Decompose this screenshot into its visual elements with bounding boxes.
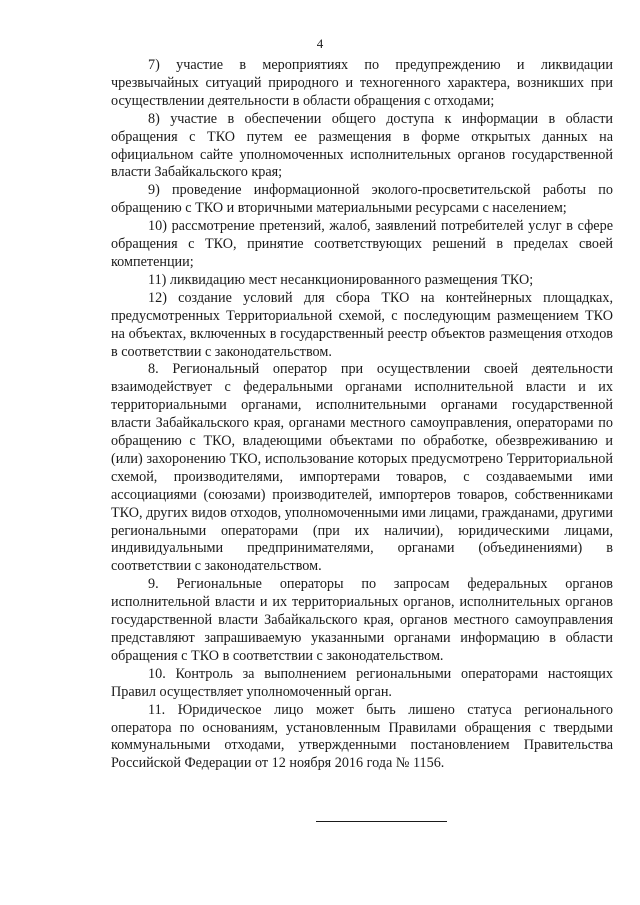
- list-item-11: 11) ликвидацию мест несанкционированного размещения ТКО;: [148, 271, 534, 288]
- document-body: [111, 57, 613, 773]
- list-item-9: 9) проведение информационной эколого-просветительской работы по обращению с ТКО и вторичными материальными ресурсами с населением;: [111, 182, 613, 217]
- list-item-7: 7) участие в мероприятиях по предупреждению и ликвидации чрезвычайных ситуаций природного и техногенного характера, возникших при осуществлении деятельности в области обращения с отходами;: [111, 57, 613, 109]
- page-number: 4: [316, 36, 324, 51]
- list-item-10: 10) рассмотрение претензий, жалоб, заявлений потребителей услуг в сфере обращения с ТКО, принятие соответствующих решений в пределах своей компетенции;: [111, 218, 613, 270]
- section-10-paragraph: 10. Контроль за выполнением региональными операторами настоящих Правил осуществляет уполномоченный орган.: [111, 665, 613, 700]
- section-11-paragraph: 11. Юридическое лицо может быть лишено статуса регионального оператора по основаниям, установленным Правилами обращения с твердыми коммунальными отходами, утвержденными постановлением Правительства Российской Федерации от 12 ноября 2016 года № 1156.: [111, 701, 613, 772]
- section-9-paragraph: 9. Региональные операторы по запросам федеральных органов исполнительной власти и их территориальных органов, исполнительных органов государственной власти Забайкальского края, органов местного самоуправления представляют запрашиваемую указанными органами информацию в области обращения с ТКО в соответствии с законодательством.: [111, 576, 613, 664]
- end-of-document-divider: [316, 821, 447, 822]
- section-8-paragraph: 8. Региональный оператор при осуществлении своей деятельности взаимодействует с федеральными органами исполнительной власти и их территориальными органами, исполнительными органами государственной власти Забайкальского края, органами местного самоуправления, операторами по обращению с ТКО, владеющими объектами по обработке, обезвреживанию и (или) захоронению ТКО, использование которых предусмотрено Территориальной схемой, производителями, импортерами товаров, с создаваемыми ими ассоциациями (союзами) производителей, импортеров товаров, собственниками ТКО, других видов отходов, уполномоченными ими лицами, гражданами, другими региональными операторами (при их наличии), юридическими лицами, индивидуальными предпринимателями, органами (объединениями) в соответствии с законодательством.: [111, 361, 613, 575]
- list-item-12: 12) создание условий для сбора ТКО на контейнерных площадках, предусмотренных Территориальной схемой, с последующим размещением ТКО на объектах, включенных в государственный реестр объектов размещения отходов в соответствии с законодательством.: [111, 289, 613, 360]
- list-item-8: 8) участие в обеспечении общего доступа к информации в области обращения с ТКО путем ее размещения в форме открытых данных на официальном сайте уполномоченных исполнительных органов государственной власти Забайкальского края;: [111, 110, 613, 181]
